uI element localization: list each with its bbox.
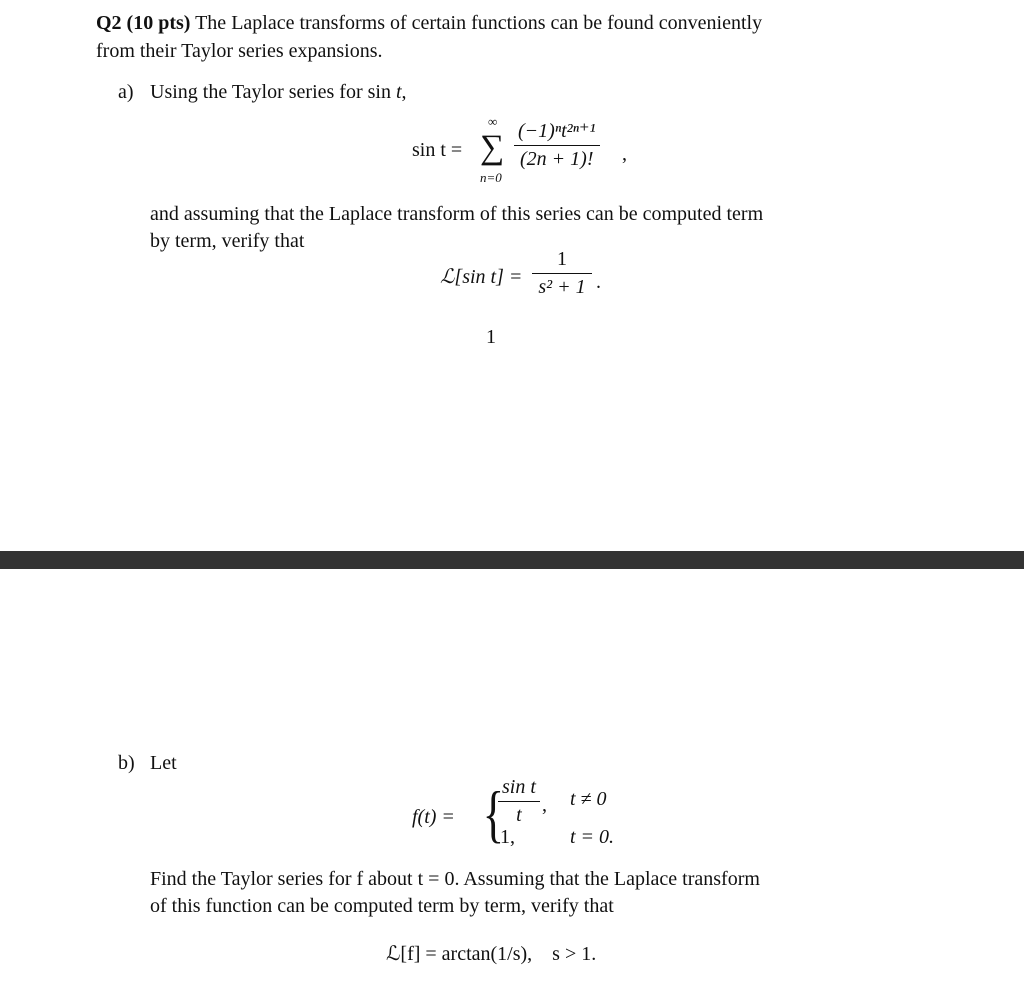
- eq3-case2-value: 1,: [500, 826, 515, 848]
- eq3-case1-fraction: [498, 776, 540, 827]
- eq1-sum-lower: n=0: [480, 170, 502, 185]
- part-b-text: Let: [150, 752, 177, 774]
- eq1-lhs: sin t =: [412, 139, 463, 161]
- part-b-label: b): [118, 752, 135, 774]
- eq4: ℒ[f] = arctan(1/s), s > 1.: [386, 943, 597, 965]
- eq3-lhs: f(t) =: [412, 806, 455, 828]
- eq1-fraction: [514, 118, 600, 171]
- eq1-numerator: (−1)ⁿt²ⁿ⁺¹: [518, 120, 596, 142]
- question-label: Q2 (10 pts): [96, 12, 191, 34]
- part-b-after-line1: Find the Taylor series for f about t = 0. Assuming that the Laplace transform: [150, 868, 760, 890]
- part-a-text: [150, 78, 407, 106]
- eq2-lhs: ℒ[sin t] =: [440, 266, 523, 288]
- part-a-after-line2: by term, verify that: [150, 230, 305, 252]
- eq1-sum-upper: ∞: [488, 114, 498, 129]
- eq2-numerator: 1: [557, 248, 567, 270]
- eq3-case1-frac: [498, 776, 540, 827]
- part-a-var-t: t: [395, 81, 402, 103]
- eq2-trail: .: [596, 271, 601, 293]
- eq1-trail: ,: [622, 143, 627, 165]
- part-a-after-line1: and assuming that the Laplace transform of this series can be computed term: [150, 203, 764, 225]
- eq3-brace: {: [482, 778, 505, 849]
- question-intro-line1: [96, 9, 762, 37]
- page-divider: [0, 551, 1024, 569]
- eq3-case1-comma: ,: [542, 794, 547, 816]
- eq3-case1-denominator: t: [516, 804, 522, 826]
- part-a-text-prefix: Using the Taylor series for sin: [150, 81, 396, 103]
- part-a-label: a): [118, 81, 134, 103]
- page-number: 1: [486, 326, 496, 348]
- eq1-denominator: (2n + 1)!: [520, 148, 594, 170]
- eq3-case1-numerator: sin t: [502, 776, 536, 798]
- intro-text-1: The Laplace transforms of certain functions can be found conveniently: [195, 12, 763, 34]
- eq2-frac: [532, 248, 592, 299]
- eq2-fraction: [532, 248, 592, 299]
- part-a-text-suffix: ,: [401, 81, 407, 103]
- eq3-case2-condition: t = 0.: [570, 826, 615, 848]
- part-b-after-line2: of this function can be computed term by term, verify that: [150, 895, 614, 917]
- question-intro-line2: from their Taylor series expansions.: [96, 40, 383, 62]
- eq3-case1-condition: t ≠ 0: [570, 788, 607, 810]
- eq1-frac: [514, 118, 600, 171]
- eq2-denominator: s² + 1: [538, 276, 586, 298]
- eq1-sum-symbol: ∑: [480, 129, 505, 166]
